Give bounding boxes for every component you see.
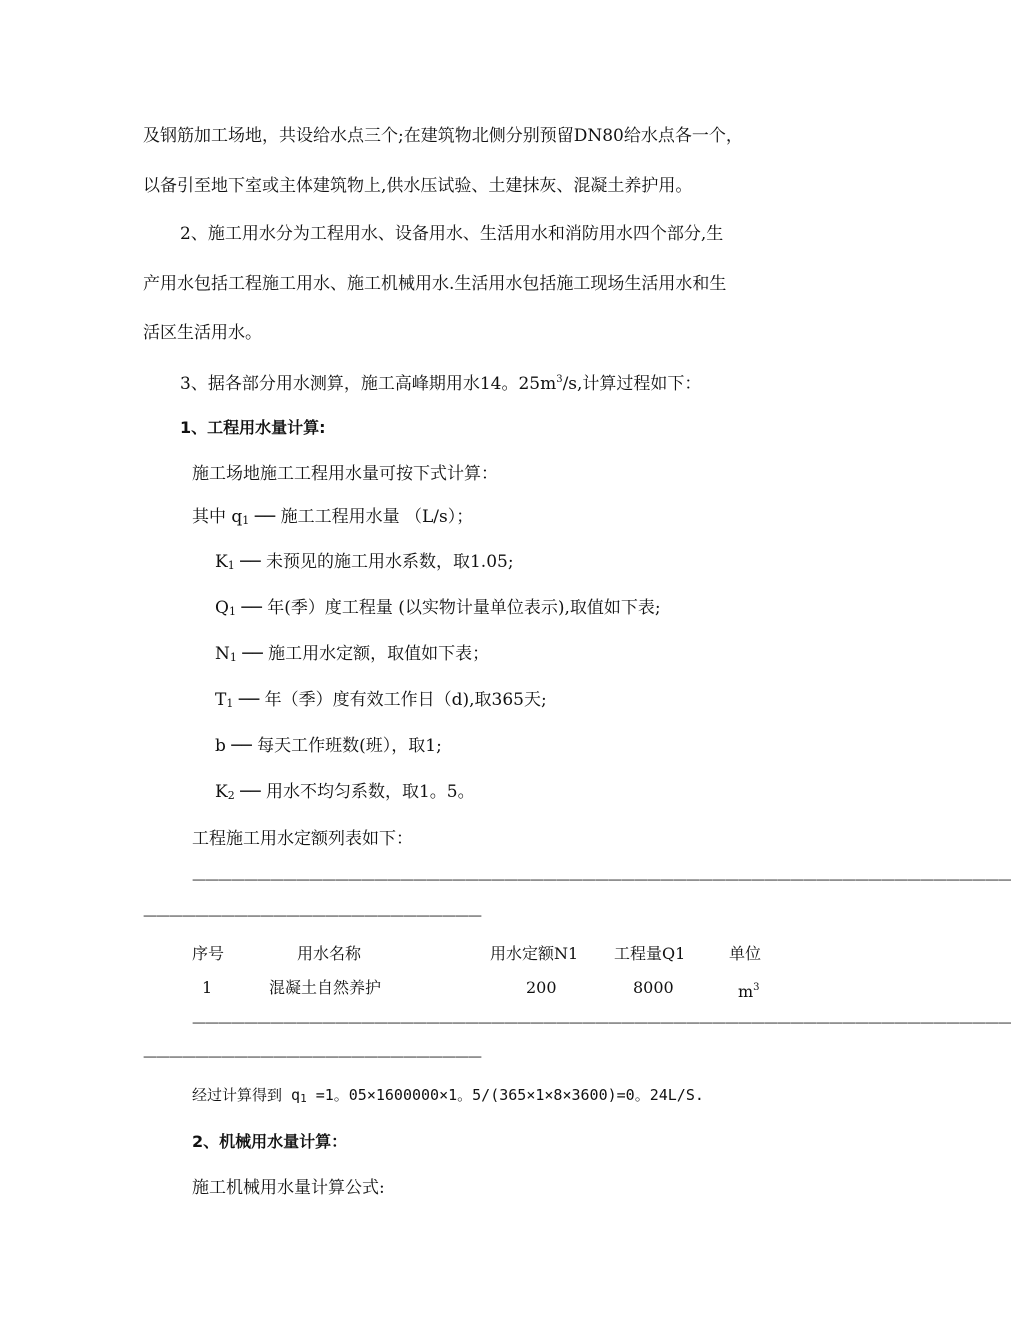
definition-text: ── 年(季）度工程量 (以实物计量单位表示),取值如下表; [235,598,661,618]
superscript: 3 [556,374,563,385]
definition-Q1 [215,596,661,624]
table-cell-no: 1 [202,978,213,997]
table-header-name: 用水名称 [297,944,362,963]
section-heading: 2、机械用水量计算： [192,1132,348,1151]
symbol: K [215,782,228,802]
definition-text: ── 施工用水定额，取值如下表； [236,644,490,664]
subscript: 1 [300,1092,307,1105]
paragraph-line: 2、施工用水分为工程用水、设备用水、生活用水和消防用水四个部分,生 [180,224,724,244]
table-top-rule: ——————————————————————————————————————————————————————————————— [192,872,1011,888]
symbol: 其中 q [192,507,243,527]
paragraph-line: 及钢筋加工场地，共设给水点三个;在建筑物北侧分别预留DN80给水点各一个， [143,126,743,146]
definition-n1 [215,642,489,670]
definition-text: ── 用水不均匀系数，取1。5。 [234,782,475,802]
definition-text: ── 施工工程用水量 （L/s）； [249,507,474,527]
superscript: 3 [753,982,760,993]
section-heading: 1、工程用水量计算: [180,418,326,437]
table-bottom-rule-continued: —————————————————————————— [143,1049,481,1065]
table-cell-quota: 200 [526,978,557,997]
symbol: Q [215,598,229,618]
formula-intro: 施工机械用水量计算公式: [192,1178,385,1198]
table-header-quantity: 工程量Q1 [614,944,686,963]
paragraph-line: 以备引至地下室或主体建筑物上,供水压试验、土建抹灰、混凝土养护用。 [143,176,693,196]
symbol: N [215,644,230,664]
table-intro: 工程施工用水定额列表如下： [192,829,413,849]
symbol: T [215,690,227,710]
definition-b: b ── 每天工作班数(班），取1; [215,736,442,756]
subscript: 1 [226,697,234,710]
table-cell-quantity: 8000 [633,978,674,997]
table-cell-name: 混凝土自然养护 [269,978,382,997]
table-header-quota: 用水定额N1 [490,944,579,963]
definition-k2 [215,780,475,808]
table-cell-unit [738,976,760,1004]
unit-text: m [738,982,754,1001]
subscript: 2 [227,789,235,802]
definition-q1 [192,505,473,533]
subscript: 1 [227,559,235,572]
definition-t1 [215,688,547,716]
definition-k1 [215,550,514,578]
paragraph-line: 活区生活用水。 [143,323,262,343]
symbol: K [215,552,228,572]
subscript: 1 [229,651,237,664]
definition-text: ── 未预见的施工用水系数，取1.05; [234,552,514,572]
paragraph-line [180,368,701,396]
calculation-result [192,1083,704,1111]
result-text: 经过计算得到 q [192,1086,301,1104]
subscript: 1 [242,514,250,527]
table-header-no: 序号 [192,944,225,963]
definition-text: ── 年（季）度有效工作日（d),取365天; [233,690,547,710]
table-bottom-rule: ——————————————————————————————————————————————————————————————— [192,1015,1011,1031]
subscript: 1 [228,605,236,618]
table-top-rule-continued: —————————————————————————— [143,908,481,924]
paragraph-line: 产用水包括工程施工用水、施工机械用水.生活用水包括施工现场生活用水和生 [143,274,727,294]
peak-water-text: 3、据各部分用水测算，施工高峰期用水14。25m [180,374,557,394]
result-formula: =1。05×1600000×1。5/(365×1×8×3600)=0。24L/S. [306,1086,704,1104]
formula-intro: 施工场地施工工程用水量可按下式计算： [192,464,498,484]
peak-water-text-end: /s,计算过程如下： [562,374,702,394]
table-header-unit: 单位 [729,944,762,963]
